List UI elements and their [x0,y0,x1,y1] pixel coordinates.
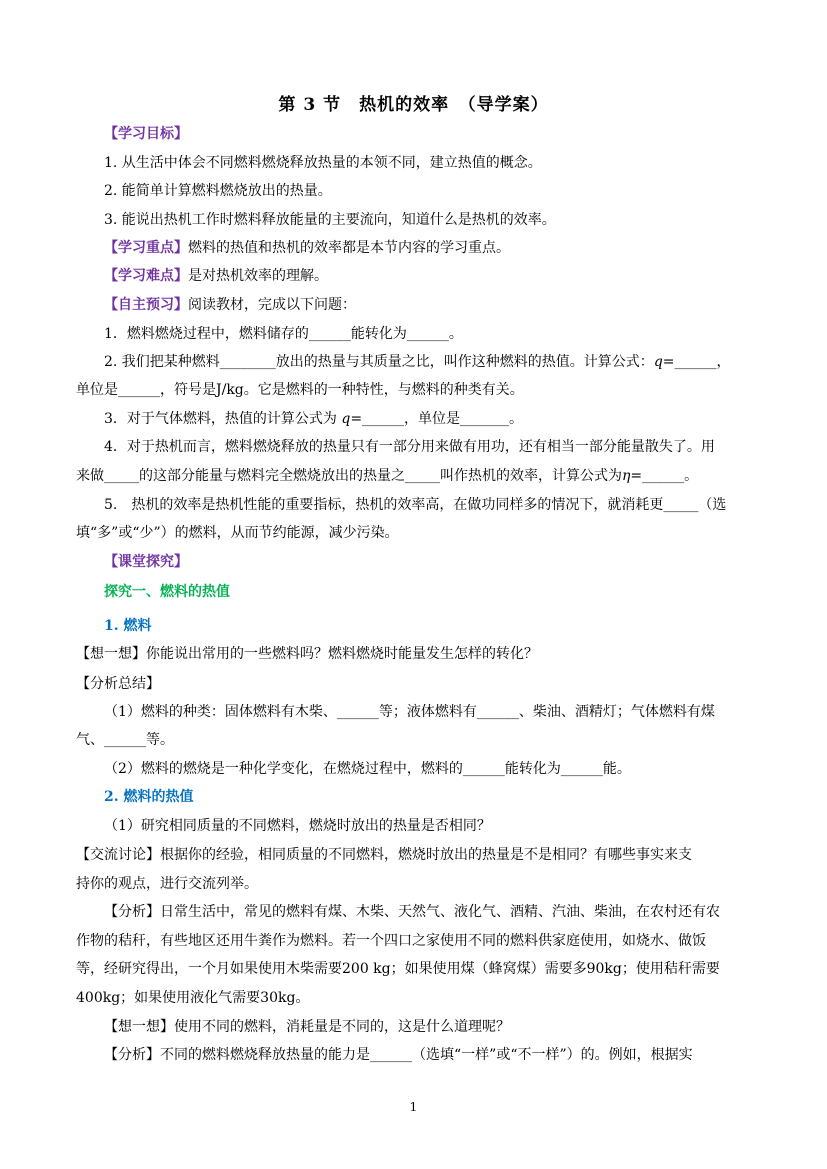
subsection-title: 2. 燃料的热值 [104,789,194,805]
objectives-tag: 【学习目标】 [104,126,188,142]
think-2 [104,1017,510,1037]
subsection-heading [104,787,194,807]
difficulty-text: 是对热机效率的理解。 [188,268,328,284]
analysis-tag: 【分析】 [104,904,160,920]
summary-item-2: （2）燃料的燃烧是一种化学变化，在燃烧过程中，燃料的______能转化为______能。 [104,761,631,777]
analysis [104,902,720,922]
page-number: 1 [409,1100,418,1114]
subsection-heading [104,616,152,636]
preview-q5-line1: 5. 热机的效率是热机性能的重要指标，热机的效率高，在做功同样多的情况下，就消耗更_____（选 [104,497,727,513]
q2-var: q [653,354,663,370]
preview [104,295,356,315]
key-point [104,238,510,258]
analysis-cont: 等，经研究得出，一个月如果使用木柴需要200 kg；如果使用煤（蜂窝煤）需要多90kg；使用秸秆需要 [76,961,720,977]
preview-q1: 1．燃料燃烧过程中，燃料储存的______能转化为______。 [104,326,463,342]
summary-item-1-cont: 气、______等。 [76,732,174,748]
objective-item: 2. 能简单计算燃料燃烧放出的热量。 [104,183,332,199]
discussion-cont: 持你的观点，进行交流列举。 [76,876,258,892]
preview-q4-line2 [76,466,698,486]
preview-q5-line2: 填“多”或“少”）的燃料，从而节约能源，减少污染。 [76,525,399,541]
preview-q4-line1: 4．对于热机而言，燃料燃烧释放的热量只有一部分用来做有用功，还有相当一部分能量散失了。用 [104,439,715,455]
q4-text: 来做_____的这部分能量与燃料完全燃烧放出的热量之_____叫作热机的效率，计算公式为 [76,468,622,484]
preview-q2-line2: 单位是______，符号是J/kg。它是燃料的一种特性，与燃料的种类有关。 [76,382,524,398]
summary-item-1: （1）燃料的种类：固体燃料有木柴、______等；液体燃料有______、柴油、酒精灯；气体燃料有煤 [104,704,715,720]
q2-text-end: =______， [662,354,731,370]
page-title: 第 3 节 热机的效率 （导学案） [278,95,549,115]
objective-item: 3. 能说出热机工作时燃料释放能量的主要流向，知道什么是热机的效率。 [104,212,556,228]
key-point-tag: 【学习重点】 [104,240,188,256]
analysis-cont: 作物的秸秆，有些地区还用牛粪作为燃料。若一个四口之家使用不同的燃料供家庭使用，如烧水、做饭 [76,933,706,949]
think-text: 你能说出常用的一些燃料吗？燃料燃烧时能量发生怎样的转化？ [146,646,538,662]
think-tag: 【想一想】 [104,1019,174,1035]
discuss-tag: 【交流讨论】 [76,847,160,863]
preview-tag: 【自主预习】 [104,297,188,313]
research-question: （1）研究相同质量的不同燃料，燃烧时放出的热量是否相同？ [104,818,491,834]
analysis-tag: 【分析】 [104,1047,160,1063]
difficulty-tag: 【学习难点】 [104,268,188,284]
q3-text-end: =______，单位是_______。 [350,411,524,427]
discussion [76,845,692,865]
analysis-text: 不同的燃料燃烧释放热量的能力是______（选填“一样”或“不一样”）的。例如，根据实 [160,1047,693,1063]
class-tag: 【课堂探究】 [104,554,188,570]
q4-text-end: =______。 [630,468,699,484]
think-text: 使用不同的燃料，消耗量是不同的，这是什么道理呢？ [174,1019,510,1035]
difficulty [104,266,328,286]
analysis-text: 日常生活中，常见的燃料有煤、木柴、天然气、液化气、酒精、汽油、柴油，在农村还有农 [160,904,720,920]
preview-q2 [104,352,731,372]
section-title: 探究一、燃料的热值 [104,584,230,600]
subsection-title: 1. 燃料 [104,618,152,634]
q3-text: 3．对于气体燃料，热值的计算公式为 [104,411,342,427]
preview-q3 [104,409,523,429]
think-tag: 【想一想】 [76,646,146,662]
analysis-cont: 400kg；如果使用液化气需要30kg。 [76,990,310,1006]
q4-var: η [622,468,631,484]
think-1 [76,644,538,664]
section-heading [104,582,230,602]
summary-tag: 【分析总结】 [76,676,160,692]
class-header [104,552,188,572]
key-point-text: 燃料的热值和热机的效率都是本节内容的学习重点。 [188,240,510,256]
discuss-text: 根据你的经验，相同质量的不同燃料，燃烧时放出的热量是不是相同？有哪些事实来支 [160,847,692,863]
analysis-2 [104,1045,693,1065]
preview-intro: 阅读教材，完成以下问题： [188,297,356,313]
objectives-header [104,124,188,144]
q3-var: q [341,411,351,427]
objective-item: 1. 从生活中体会不同燃料燃烧释放热量的本领不同，建立热值的概念。 [104,155,542,171]
q2-text: 2. 我们把某种燃料________放出的热量与其质量之比，叫作这种燃料的热值。计算公式： [104,354,654,370]
